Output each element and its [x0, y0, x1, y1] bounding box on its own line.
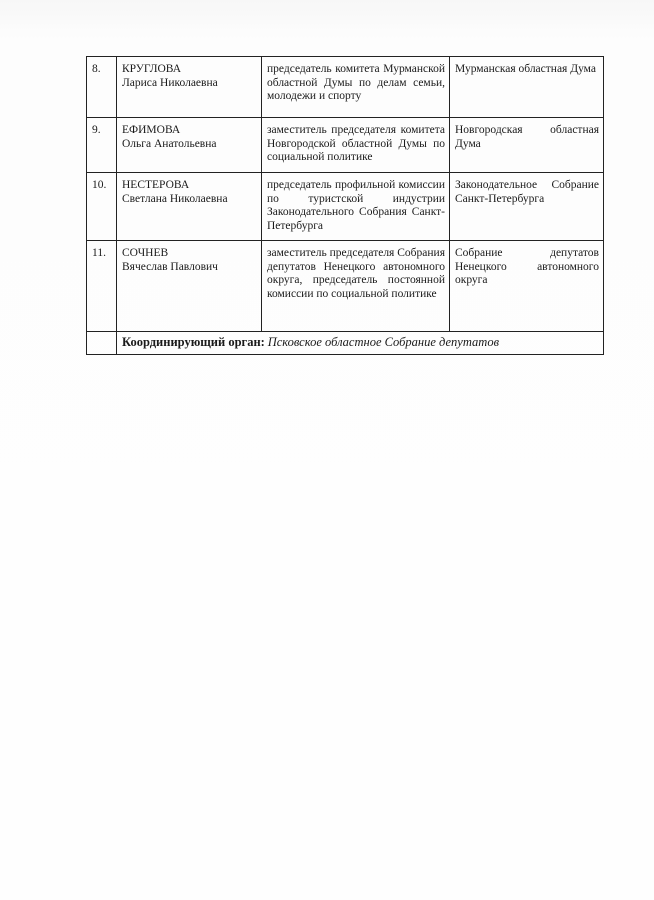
- member-organization: Законодательное Собрание Санкт-Петербурга: [450, 173, 604, 241]
- table-row: [87, 118, 604, 173]
- member-position: заместитель председателя Собрания депутатов Ненецкого автономного округа, председатель постоянной комиссии по социальной политике: [262, 241, 450, 332]
- member-surname: КРУГЛОВА: [122, 63, 182, 75]
- member-organization: Новгородская областная Дума: [450, 118, 604, 173]
- empty-number-cell: [87, 332, 117, 355]
- coordinating-body-value: Псковское областное Собрание депутатов: [267, 335, 499, 349]
- member-position: заместитель председателя комитета Новгородской областной Думы по социальной политике: [262, 118, 450, 173]
- member-given-name: Светлана Николаевна: [122, 192, 228, 205]
- member-name-cell: [117, 118, 262, 173]
- member-given-name: Вячеслав Павлович: [122, 260, 218, 273]
- member-surname: ЕФИМОВА: [122, 124, 181, 136]
- member-name-cell: [117, 241, 262, 332]
- member-position: председатель профильной комиссии по туристской индустрии Законодательного Собрания Санкт-Петербурга: [262, 173, 450, 241]
- member-name-cell: [117, 57, 262, 118]
- member-organization: Собрание депутатов Ненецкого автономного округа: [450, 241, 604, 332]
- table-row: [87, 57, 604, 118]
- coordinating-body-row: [87, 332, 604, 355]
- member-name-cell: [117, 173, 262, 241]
- table-row: [87, 173, 604, 241]
- member-surname: НЕСТЕРОВА: [122, 179, 190, 191]
- row-number: 9.: [87, 118, 117, 173]
- members-table: [86, 56, 604, 355]
- member-given-name: Лариса Николаевна: [122, 76, 218, 89]
- member-given-name: Ольга Анатольевна: [122, 137, 217, 150]
- coordinating-body-label: Координирующий орган:: [122, 335, 265, 349]
- row-number: 8.: [87, 57, 117, 118]
- table-row: [87, 241, 604, 332]
- member-position: председатель комитета Мурманской областной Думы по делам семьи, молодежи и спорту: [262, 57, 450, 118]
- member-surname: СОЧНЕВ: [122, 247, 169, 259]
- row-number: 10.: [87, 173, 117, 241]
- coordinating-body-cell: [117, 332, 604, 355]
- member-organization: Мурманская областная Дума: [450, 57, 604, 118]
- row-number: 11.: [87, 241, 117, 332]
